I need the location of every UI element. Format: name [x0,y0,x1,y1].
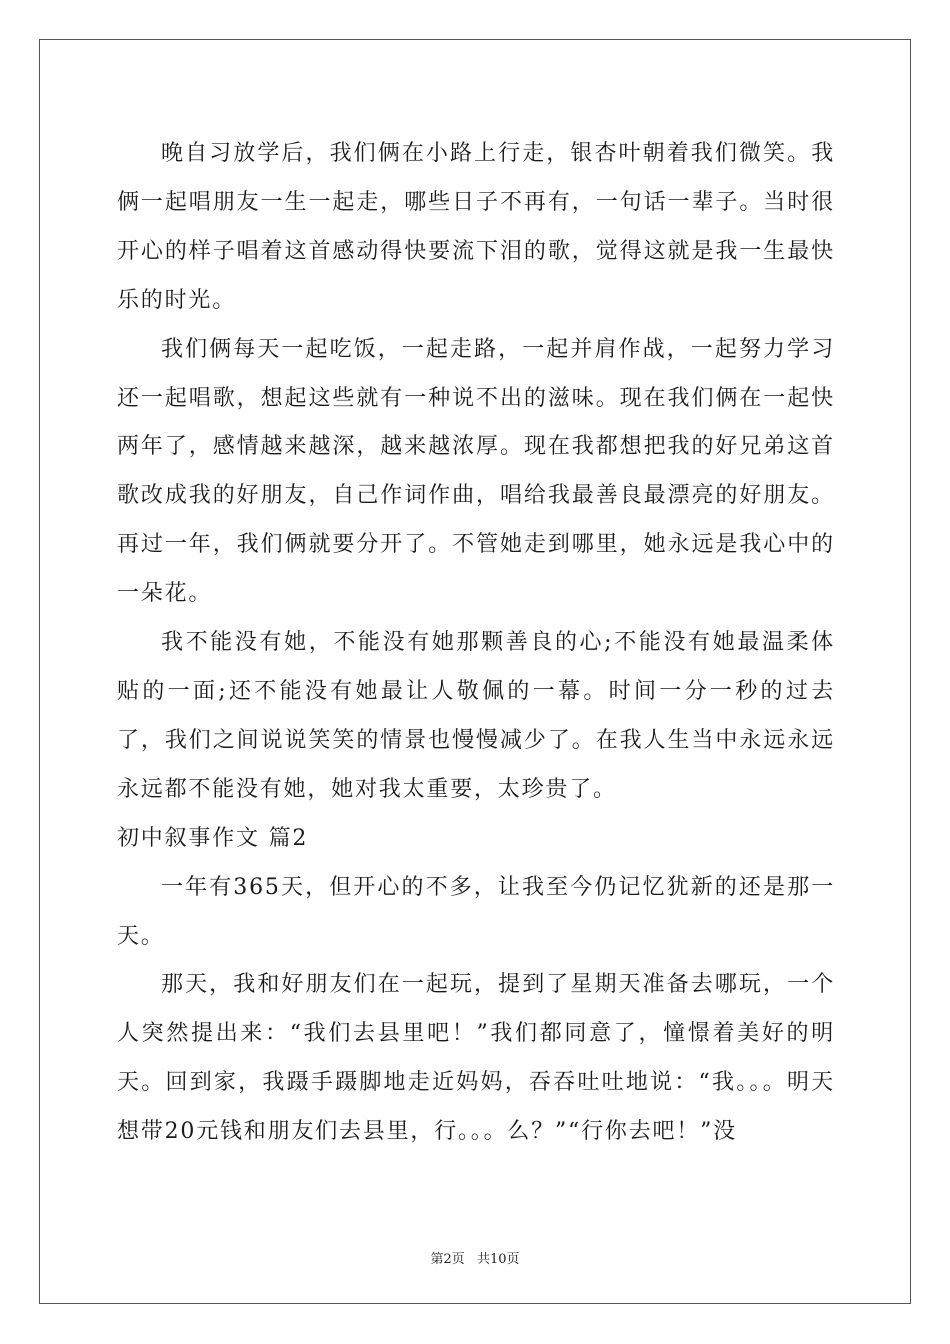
paragraph-5: 那天，我和好朋友们在一起玩，提到了星期天准备去哪玩，一个人突然提出来：“我们去县里吧！”我们都同意了，憧憬着美好的明天。回到家，我蹑手蹑脚地走近妈妈，吞吞吐吐地说：“我。。。明天想带20元钱和朋友们去县里，行。。。么？”“行你去吧！”没 [117,972,835,1145]
paragraph-2: 我们俩每天一起吃饭，一起走路，一起并肩作战，一起努力学习还一起唱歌，想起这些就有一种说不出的滋味。现在我们俩在一起快两年了，感情越来越深，越来越浓厚。现在我都想把我的好兄弟这首歌改成我的好朋友，自己作词作曲，唱给我最善良最漂亮的好朋友。再过一年，我们俩就要分开了。不管她走到哪里，她永远是我心中的一朵花。 [117,336,835,607]
section-title: 初中叙事作文 篇2 [117,825,309,851]
paragraph-4: 一年有365天，但开心的不多，让我至今仍记忆犹新的还是那一天。 [117,874,835,949]
paragraph-1: 晚自习放学后，我们俩在小路上行走，银杏叶朝着我们微笑。我俩一起唱朋友一生一起走，哪些日子不再有，一句话一辈子。当时很开心的样子唱着这首感动得快要流下泪的歌，觉得这就是我一生最快乐的时光。 [117,141,835,313]
page-total: 共10页 [476,1252,520,1267]
page-number: 第2页 [430,1252,465,1267]
paragraph-3: 我不能没有她，不能没有她那颗善良的心;不能没有她最温柔体贴的一面;还不能没有她最让人敬佩的一幕。时间一分一秒的过去了，我们之间说说笑笑的情景也慢慢减少了。在我人生当中永远永远永远都不能没有她，她对我太重要，太珍贵了。 [117,630,835,802]
document-body [117,130,835,1157]
page-footer [0,1248,950,1267]
